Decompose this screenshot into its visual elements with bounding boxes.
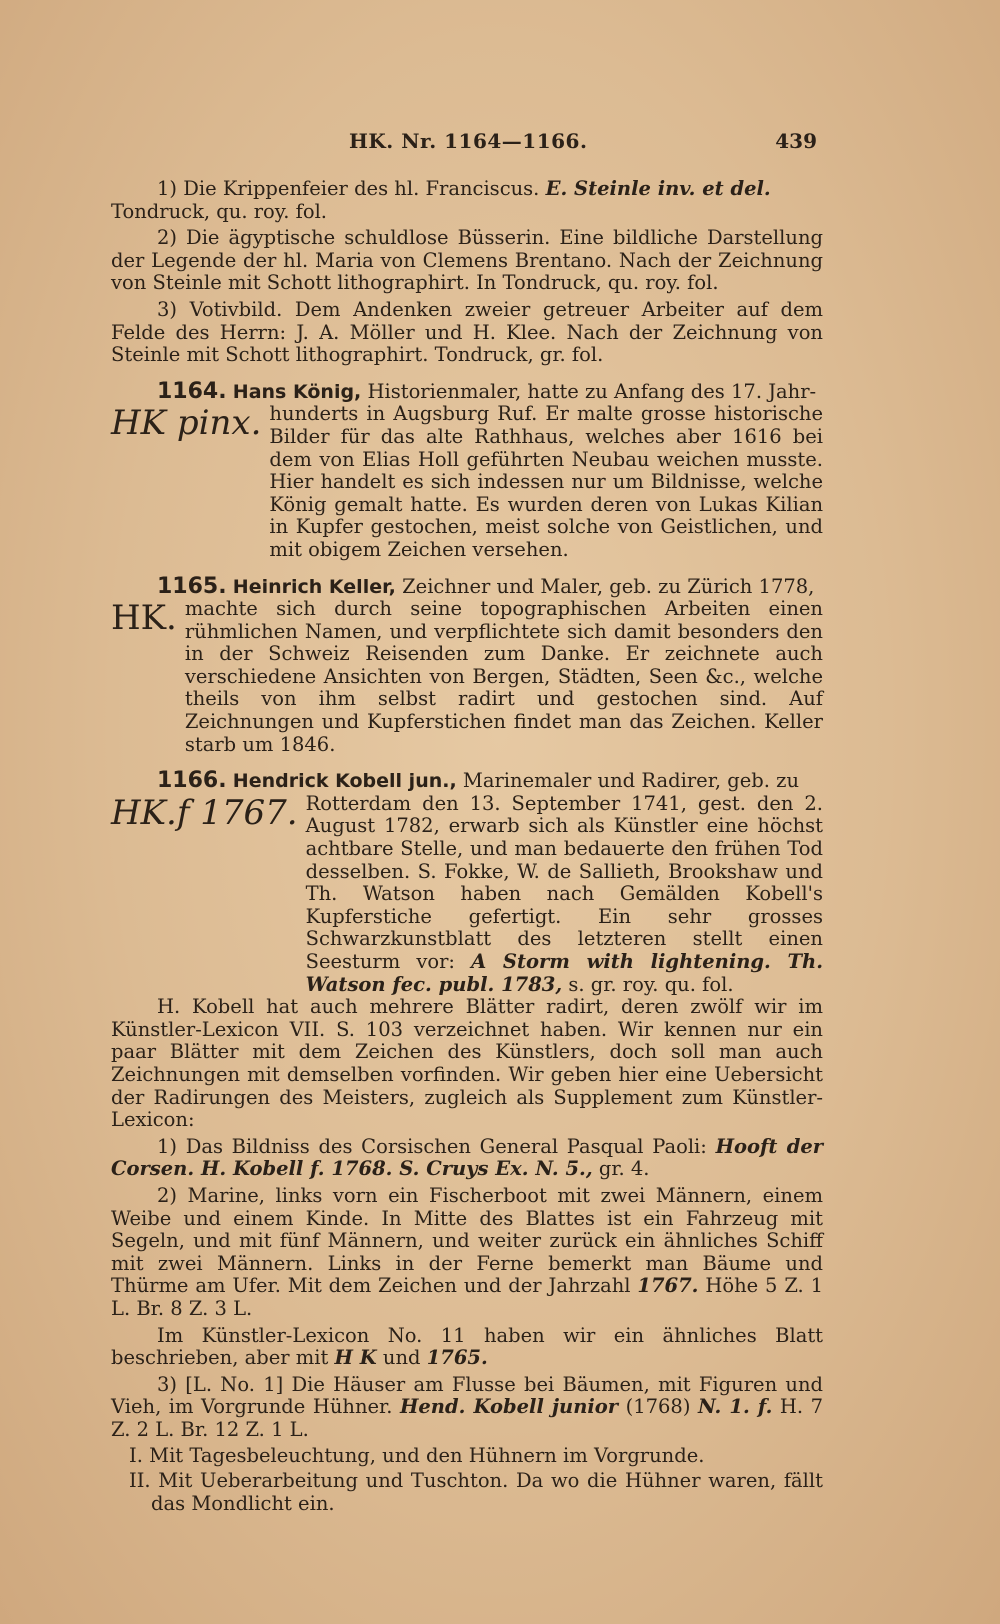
intro-item-2: 2) Die ägyptische schuldlose Büsserin. Eine bildliche Darstellung der Legende der hl. Maria von Clemens Brentano. Nach der Zeichnung von Steinle mit Schott lithographirt. In Tondruck, qu. roy. fol. <box>111 226 823 295</box>
etching-3-state-1: I. Mit Tagesbeleuchtung, und den Hühnern im Vorgrunde. <box>129 1444 705 1468</box>
intro-item-1-format: Tondruck, qu. roy. fol. <box>111 199 328 223</box>
running-header <box>111 130 823 160</box>
entry-1165 <box>111 573 823 757</box>
entry-1166-para2: H. Kobell hat auch mehrere Blätter radirt, deren zwölf wir im Künstler-Lexicon VII. S. 103 verzeichnet haben. Wir kennen nur ein paar Blätter mit dem Zeichen des Künstlers, doch soll man auch Zeichnungen mit demselben vorfinden. Wir geben hier eine Uebersicht der Radirungen des Meisters, zugleich als Supplement zum Künstler-Lexicon: <box>111 995 823 1132</box>
entry-1166 <box>111 770 823 1515</box>
entry-1165-heading: 1165. Heinrich Keller, Zeichner und Maler, geb. zu Zürich 1778, <box>157 573 815 599</box>
page-number: 439 <box>775 129 817 153</box>
monogram-1166: HK.f 1767. <box>111 792 298 833</box>
entry-1166-text: Rotterdam den 13. September 1741, gest. den 2. August 1782, erwarb sich als Künstler eine höchst achtbare Stelle, und man bedauerte den frühen Tod desselben. S. Fokke, W. de Sallieth, Brookshaw und Th. Watson haben nach Gemälden Kobell's Kupferstiche gefertigt. Ein sehr grosses Schwarzkunstblatt des letzteren stellt einen Seesturm vor: A Storm with lightening. Th. Watson fec. publ. 1783, s. gr. roy. qu. fol. <box>305 791 824 996</box>
etching-3-state-2: II. Mit Ueberarbeitung und Tuschton. Da wo die Hühner waren, fällt das Mondlicht ein. <box>129 1469 823 1515</box>
header-title: HK. Nr. 1164—1166. <box>349 129 588 153</box>
entry-1165-text: machte sich durch seine topographischen Arbeiten einen rühmlichen Namen, und verpflichtete sich damit besonders den in der Schweiz Reisenden zum Danke. Er zeichnete auch verschiedene Ansichten von Bergen, Städten, Seen &c., welche theils von ihm selbst radirt und gestochen sind. Auf Zeichnungen und Kupferstichen findet man das Zeichen. Keller starb um 1846. <box>184 597 823 756</box>
entry-number: 1166. <box>157 768 227 794</box>
etching-1: 1) Das Bildniss des Corsischen General Pasqual Paoli: Hooft der Corsen. H. Kobell f. 1768. S. Cruys Ex. N. 5., gr. 4. <box>111 1134 824 1181</box>
etching-2: 2) Marine, links vorn ein Fischerboot mit zwei Männern, einem Weibe und einem Kinde. In Mitte des Blattes ist ein Fahrzeug mit Segeln, und mit fünf Männern, und weiter zurück ein ähnliches Schiff mit zwei Männern. Links in der Ferne bemerkt man Bäume und Thürme am Ufer. Mit dem Zeichen und der Jahrzahl 1767. Höhe 5 Z. 1 L. Br. 8 Z. 3 L. <box>111 1183 824 1320</box>
entry-number: 1165. <box>157 573 227 599</box>
entry-1164-body <box>111 403 823 561</box>
artist-name: Hendrick Kobell jun., <box>232 770 457 793</box>
artist-name: Heinrich Keller, <box>232 575 396 598</box>
entry-1164 <box>111 378 823 562</box>
entry-1166-heading: 1166. Hendrick Kobell jun., Marinemaler und Radirer, geb. zu <box>157 768 799 794</box>
etching-2-note: Im Künstler-Lexicon No. 11 haben wir ein ähnliches Blatt beschrieben, aber mit H K und 1765. <box>111 1323 823 1370</box>
monogram-1164: HK pinx. <box>111 403 262 444</box>
monogram-1165: HK. <box>111 598 177 639</box>
entry-1166-body <box>111 793 823 996</box>
intro-item-3: 3) Votivbild. Dem Andenken zweier getreuer Arbeiter auf dem Felde des Herrn: J. A. Möller und H. Klee. Nach der Zeichnung von Steinle mit Schott lithographirt. Tondruck, gr. fol. <box>111 297 823 367</box>
entry-1165-body <box>111 598 823 756</box>
entry-1164-heading: 1164. Hans König, Historienmaler, hatte zu Anfang des 17. Jahr- <box>157 378 817 404</box>
storm-title: A Storm with lightening. Th. Watson fec. publ. 1783, <box>305 950 824 996</box>
etching-3: 3) [L. No. 1] Die Häuser am Flusse bei Bäumen, mit Figuren und Vieh, im Vorgrunde Hühner. Hend. Kobell junior (1768) N. 1. f. H. 7 Z. 2 L. Br. 12 Z. 1 L. <box>111 1372 823 1441</box>
entry-number: 1164. <box>157 378 227 404</box>
entry-1164-text: hunderts in Augsburg Ruf. Er malte grosse historische Bilder für das alte Rathhaus, welches aber 1616 bei dem von Elias Holl geführten Neubau weichen musste. Hier handelt es sich indessen nur um Bildnisse, welche König gemalt hatte. Es wurden deren von Lukas Kilian in Kupfer gestochen, meist solche von Geistlichen, und mit obigem Zeichen versehen. <box>269 402 823 561</box>
intro-item-1: 1) Die Krippenfeier des hl. Franciscus. E. Steinle inv. et del. <box>157 177 771 200</box>
artist-name: Hans König, <box>232 380 362 403</box>
page-content <box>111 130 823 1517</box>
